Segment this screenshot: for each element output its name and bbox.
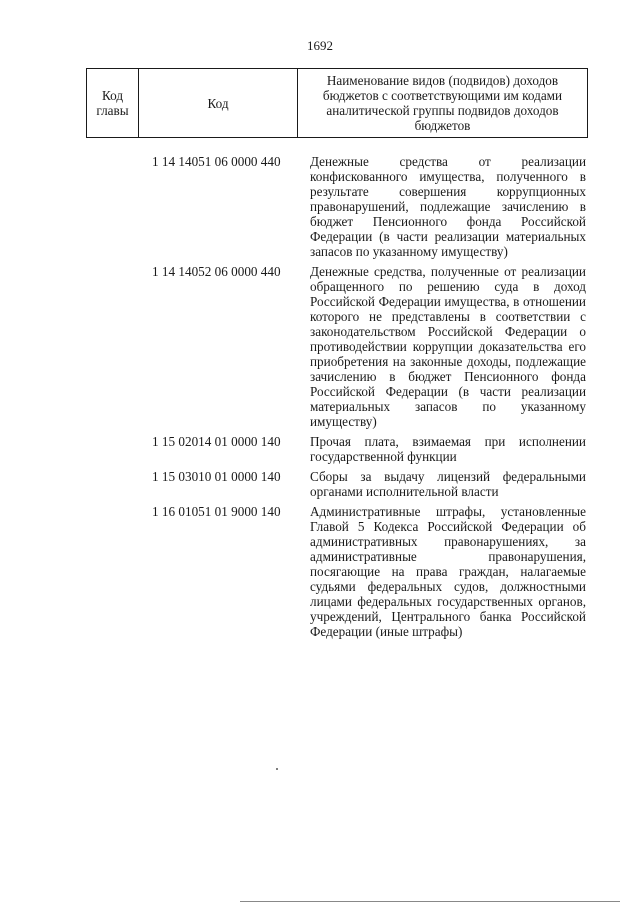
row-description: Денежные средства от реализации конфискованного имущества, полученного в результате совершения коррупционных правонарушений, подлежащие зачислению в бюджет Пенсионного фонда Российской Федерации (в части реализации материальных запасов по указанному имуществу): [310, 154, 586, 259]
row-code: 1 14 14052 06 0000 440: [152, 264, 281, 279]
row-description: Административные штрафы, установленные Главой 5 Кодекса Российской Федерации об административных правонарушениях, за административные правонарушения, посягающие на права граждан, налагаемые судьями федеральных судов, должностными лицами федеральных государственных органов, учреждений, Центрального банка Российской Федерации (иные штрафы): [310, 504, 586, 639]
table-row: [86, 469, 588, 499]
header-name: Наименование видов (подвидов) доходов бюджетов с соответствующими им кодами аналитической группы подвидов доходов бюджетов: [297, 69, 587, 137]
table-row: [86, 154, 588, 259]
table-row: [86, 434, 588, 464]
table-body: [86, 154, 588, 644]
row-code: 1 15 02014 01 0000 140: [152, 434, 281, 449]
header-chapter-code: Код главы: [96, 88, 129, 118]
header-code: Код: [138, 69, 297, 137]
row-description: Сборы за выдачу лицензий федеральными органами исполнительной власти: [310, 469, 586, 499]
table-row: [86, 264, 588, 429]
row-description: Прочая плата, взимаемая при исполнении государственной функции: [310, 434, 586, 464]
row-code: 1 14 14051 06 0000 440: [152, 154, 281, 169]
row-code: 1 15 03010 01 0000 140: [152, 469, 281, 484]
scan-edge-line: [240, 901, 620, 902]
scan-speck: [276, 768, 278, 770]
table-row: [86, 504, 588, 639]
row-description: Денежные средства, полученные от реализации обращенного по решению суда в доход Российской Федерации имущества, в отношении которого не представлены в соответствии с законодательством Российской Федерации о противодействии коррупции доказательства его приобретения на законные доходы, подлежащие зачислению в бюджет Пенсионного фонда Российской Федерации (в части реализации материальных запасов по указанному имуществу): [310, 264, 586, 429]
table-header: [86, 68, 588, 138]
page-number: 1692: [307, 38, 333, 53]
row-code: 1 16 01051 01 9000 140: [152, 504, 281, 519]
